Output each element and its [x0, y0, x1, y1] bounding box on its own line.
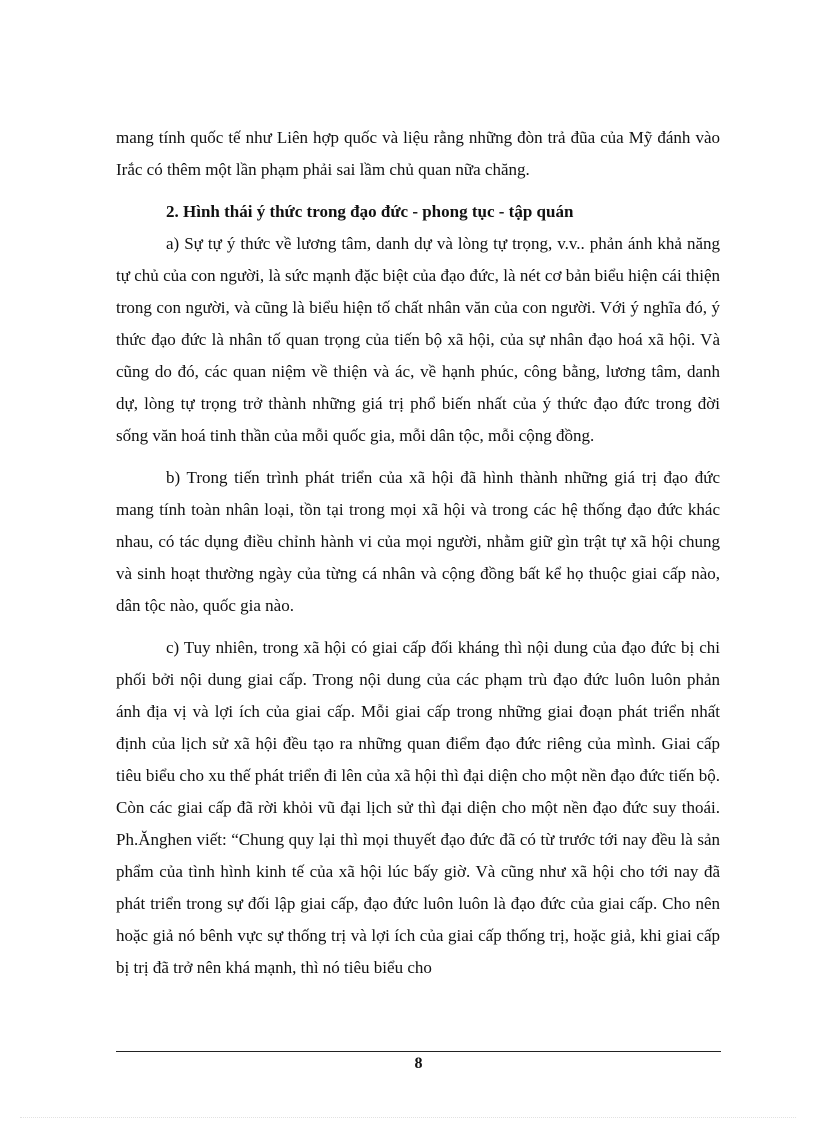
page-bottom-edge — [20, 1117, 796, 1118]
page-number: 8 — [414, 1055, 423, 1072]
footer-divider — [116, 1051, 721, 1052]
page-body — [116, 122, 720, 984]
paragraph-a: a) Sự tự ý thức về lương tâm, danh dự và lòng tự trọng, v.v.. phản ánh khả năng tự chủ của con người, là sức mạnh đặc biệt của đạo đức, là nét cơ bản biểu hiện cái thiện trong con người, và cũng là biểu hiện tố chất nhân văn của con người. Với ý nghĩa đó, ý thức đạo đức là nhân tố quan trọng của tiến bộ xã hội, của sự nhân đạo hoá xã hội. Và cũng do đó, các quan niệm về thiện và ác, về hạnh phúc, công bằng, lương tâm, danh dự, lòng tự trọng trở thành những giá trị phổ biến nhất của ý thức đạo đức trong đời sống văn hoá tinh thần của mỗi quốc gia, mỗi dân tộc, mỗi cộng đồng. — [116, 234, 720, 445]
paragraph-b: b) Trong tiến trình phát triển của xã hội đã hình thành những giá trị đạo đức mang tính toàn nhân loại, tồn tại trong mọi xã hội và trong các hệ thống đạo đức khác nhau, có tác dụng điều chỉnh hành vi của mọi người, nhằm giữ gìn trật tự xã hội chung và sinh hoạt thường ngày của từng cá nhân và cộng đồng bất kể họ thuộc giai cấp nào, dân tộc nào, quốc gia nào. — [116, 468, 720, 615]
paragraph-c: c) Tuy nhiên, trong xã hội có giai cấp đối kháng thì nội dung của đạo đức bị chi phối bởi nội dung giai cấp. Trong nội dung của các phạm trù đạo đức luôn luôn phản ánh địa vị và lợi ích của giai cấp. Mỗi giai cấp trong những giai đoạn phát triển nhất định của lịch sử xã hội đều tạo ra những quan điểm đạo đức riêng của mình. Giai cấp tiêu biểu cho xu thế phát triển đi lên của xã hội thì đại diện cho một nền đạo đức tiến bộ. Còn các giai cấp đã rời khỏi vũ đại lịch sử thì đại diện cho một nền đạo đức suy thoái. Ph.Ănghen viết: “Chung quy lại thì mọi thuyết đạo đức đã có từ trước tới nay đều là sản phẩm của tình hình kinh tế của xã hội lúc bấy giờ. Và cũng như xã hội cho tới nay đã phát triển trong sự đối lập giai cấp, đạo đức luôn luôn là đạo đức của giai cấp. Cho nên hoặc giả nó bênh vực sự thống trị và lợi ích của giai cấp thống trị, hoặc giả, khi giai cấp bị trị đã trở nên khá mạnh, thì nó tiêu biểu cho — [116, 638, 720, 977]
continuation-paragraph: mang tính quốc tế như Liên hợp quốc và liệu rằng những đòn trả đũa của Mỹ đánh vào Irắc có thêm một lần phạm phải sai lầm chủ quan nữa chăng. — [116, 128, 720, 179]
section-heading: 2. Hình thái ý thức trong đạo đức - phong tục - tập quán — [166, 202, 574, 221]
